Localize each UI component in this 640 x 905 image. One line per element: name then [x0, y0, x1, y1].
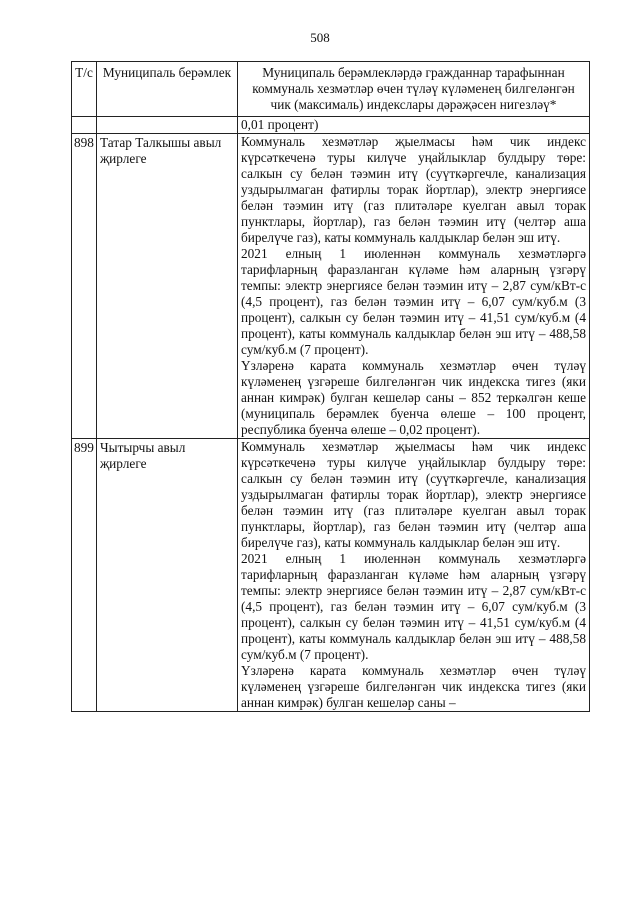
row-number: 898	[72, 134, 97, 439]
row-municipality: Чытырчы авыл җирлеге	[97, 439, 238, 712]
table-row	[72, 134, 590, 439]
row-description	[238, 134, 590, 439]
description-paragraph: Коммуналь хезмәтләр җыелмасы һәм чик индекс күрсәткеченә туры килүче уңайлыклар булдыру төре: салкын су белән тәэмин итү (суүткәргечле, канализация уздырылмаган фатирлы торак йортлар), электр энергиясе белән тәэмин итү (газ плитәләре куелган авыл торак пунктлары, йортлар), газ белән тәэмин итү (челтәр аша бирелүче газ), каты коммуналь калдыклар белән эш итү.	[241, 134, 586, 245]
description-paragraph: 2021 елның 1 июленнән коммуналь хезмәтләргә тарифларның фаразланган күләме һәм аларның үзгәрү темпы: электр энергиясе белән тәэмин итү – 2,87 сум/кВт-с (4,5 процент), газ белән тәэмин итү – 6,07 сум/куб.м (3 процент), салкын су белән тәэмин итү – 41,51 сум/куб.м (4 процент), каты коммуналь калдыклар белән эш итү – 488,58 сум/куб.м (7 процент).	[241, 246, 586, 357]
header-justification: Муниципаль берәмлекләрдә гражданнар тарафыннан коммуналь хезмәтләр өчен түләү күләменең билгеләнгән чик (максималь) индекслары дәрәҗәсен нигезләү*	[238, 62, 590, 117]
continuation-text: 0,01 процент)	[238, 117, 590, 134]
row-number: 899	[72, 439, 97, 712]
page-number: 508	[310, 30, 330, 45]
description-paragraph: Үзләренә карата коммуналь хезмәтләр өчен түләү күләменең үзгәреше билгеләнгән чик индекска тигез (яки аннан кимрәк) булган кешеләр саны – 852 теркәлгән кеше (муниципаль берәмлек буенча өлеше – 100 процент, республика буенча өлеше – 0,02 процент).	[241, 358, 586, 437]
description-paragraph: Үзләренә карата коммуналь хезмәтләр өчен түләү күләменең үзгәреше билгеләнгән чик индекска тигез (яки аннан кимрәк) булган кешеләр саны –	[241, 663, 586, 710]
row-description	[238, 439, 590, 712]
table-row	[72, 439, 590, 712]
header-number: Т/с	[72, 62, 97, 117]
tariff-table	[71, 61, 590, 712]
table-header-row	[72, 62, 590, 117]
description-paragraph: 2021 елның 1 июленнән коммуналь хезмәтләргә тарифларның фаразланган күләме һәм аларның үзгәрү темпы: электр энергиясе белән тәэмин итү – 2,87 сум/кВт-с (4,5 процент), газ белән тәэмин итү – 6,07 сум/куб.м (3 процент), салкын су белән тәэмин итү – 41,51 сум/куб.м (4 процент), каты коммуналь калдыклар белән эш итү – 488,58 сум/куб.м (7 процент).	[241, 551, 586, 662]
row-municipality: Татар Талкышы авыл җирлеге	[97, 134, 238, 439]
description-paragraph: Коммуналь хезмәтләр җыелмасы һәм чик индекс күрсәткеченә туры килүче уңайлыклар булдыру төре: салкын су белән тәэмин итү (суүткәргечле, канализация уздырылмаган фатирлы торак йортлар), электр энергиясе белән тәэмин итү (газ плитәләре куелган авыл торак пунктлары, йортлар), газ белән тәэмин итү (челтәр аша бирелүче газ), каты коммуналь калдыклар белән эш итү.	[241, 439, 586, 550]
continuation-row	[72, 117, 590, 134]
header-municipality: Муниципаль берәмлек	[97, 62, 238, 117]
